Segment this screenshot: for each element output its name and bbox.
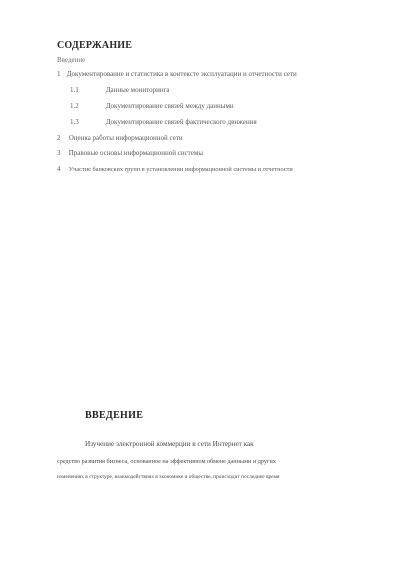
toc-title: СОДЕРЖАНИЕ: [57, 40, 133, 51]
toc-entry-number: 1.2: [70, 102, 79, 110]
toc-entry-text: Документирование связей фактического движения: [105, 118, 257, 126]
section-heading: ВВЕДЕНИЕ: [85, 410, 144, 421]
toc-entry-text: Документирование и статистика в контексте эксплуатации и отчетности сети: [66, 70, 297, 78]
toc-entry-number: 1: [57, 70, 61, 78]
toc-entry-number: 2: [57, 134, 61, 142]
toc-entry-number: 1.3: [70, 118, 79, 126]
paragraph-line: изменениях в структуре, взаимодействиях в экономике и обществе, происходит последнее время: [57, 474, 280, 480]
toc-entry: [57, 70, 297, 79]
toc-intro: Введение: [57, 56, 86, 64]
paragraph-line: Изучение электронной коммерции в сети Интернет как: [85, 440, 254, 448]
toc-entry: [70, 86, 170, 95]
toc-entry: [57, 134, 183, 143]
toc-entry-text: Оценка работы информационной сети: [68, 134, 183, 142]
toc-entry: [57, 165, 293, 174]
toc-entry-number: 3: [57, 149, 61, 157]
toc-entry: [70, 102, 234, 111]
paragraph-line: средство развития бизнеса, основанное на эффективном обмене данными и других: [57, 458, 276, 465]
toc-entry: [57, 149, 203, 158]
toc-entry-text: Документирование связей между данными: [105, 102, 234, 110]
toc-entry: [70, 118, 257, 127]
toc-entry-number: 1.1: [70, 86, 79, 94]
toc-entry-text: Правовые основы информационной системы: [68, 149, 203, 157]
toc-entry-text: Участие банковских групп в установлении информационной системы и отчетности: [68, 166, 293, 173]
toc-entry-text: Данные мониторинга: [105, 86, 170, 94]
toc-entry-number: 4: [57, 165, 61, 173]
